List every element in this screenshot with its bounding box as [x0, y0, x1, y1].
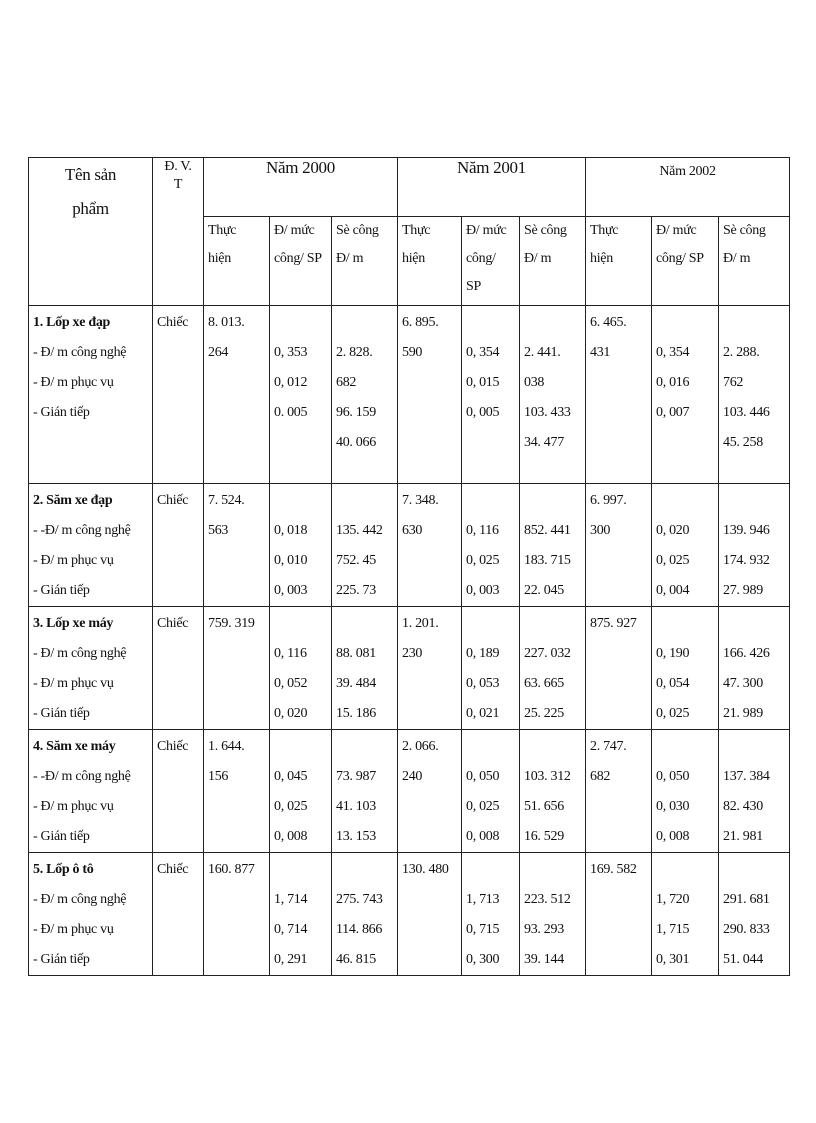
- unit-label: Chiếc: [157, 315, 189, 330]
- value-line: 0, 189: [466, 646, 500, 661]
- labor-y2001-cell: [520, 853, 586, 976]
- value-line: 6. 895.: [402, 315, 439, 330]
- value-line: [656, 308, 714, 338]
- value-line: 6. 465.: [590, 315, 627, 330]
- product-title: 1. Lốp xe đạp: [33, 315, 111, 330]
- value-line: [466, 486, 515, 516]
- norm-y2001-cell: [462, 484, 520, 607]
- value-line: 7. 524.: [208, 493, 245, 508]
- value-line: 39. 484: [336, 676, 376, 691]
- value-line: 25. 225: [524, 706, 564, 721]
- labor-y2000-cell: [332, 484, 398, 607]
- value-line: 15. 186: [336, 706, 376, 721]
- labor-y2002-cell: [719, 607, 790, 730]
- value-line: 139. 946: [723, 523, 770, 538]
- product-subitem: - Gián tiếp: [33, 583, 90, 598]
- value-line: 1. 201.: [402, 616, 439, 631]
- header-year-2001: Năm 2001: [398, 158, 586, 217]
- norm-y2001-cell: [462, 730, 520, 853]
- value-line: 1, 715: [656, 922, 690, 937]
- table-row: [29, 306, 790, 484]
- value-line: 8. 013.: [208, 315, 245, 330]
- unit-label: Chiếc: [157, 739, 189, 754]
- value-line: 759. 319: [208, 616, 255, 631]
- unit-cell: [153, 306, 204, 484]
- value-line: 1, 713: [466, 892, 500, 907]
- value-line: 0, 045: [274, 769, 308, 784]
- value-line: 16. 529: [524, 829, 564, 844]
- value-line: 0, 050: [656, 769, 690, 784]
- header-product-name: Tên sản phẩm: [29, 158, 153, 306]
- table-row: [29, 853, 790, 976]
- value-line: 264: [208, 345, 229, 360]
- value-line: 0, 012: [274, 375, 308, 390]
- header-labor-2002: Sè công Đ/ m: [719, 217, 790, 306]
- header-actual-2002: Thực hiện: [586, 217, 652, 306]
- norm-y2001-cell: [462, 853, 520, 976]
- value-line: 431: [590, 345, 611, 360]
- labor-y2001-cell: [520, 306, 586, 484]
- value-line: 223. 512: [524, 892, 571, 907]
- value-line: 0, 016: [656, 375, 690, 390]
- value-line: 0, 025: [466, 553, 500, 568]
- product-title: 4. Săm xe máy: [33, 739, 116, 754]
- value-line: 0. 005: [274, 405, 308, 420]
- product-subitem: - Gián tiếp: [33, 706, 90, 721]
- value-line: [524, 486, 581, 516]
- value-line: 0, 354: [466, 345, 500, 360]
- value-line: 0, 301: [656, 952, 690, 967]
- actual-y2001-cell: [398, 853, 462, 976]
- product-name-cell: [29, 730, 153, 853]
- value-line: 22. 045: [524, 583, 564, 598]
- table-row: [29, 607, 790, 730]
- value-line: 0, 021: [466, 706, 500, 721]
- header-labor-2001: Sè công Đ/ m: [520, 217, 586, 306]
- header-row-years: [29, 158, 790, 217]
- value-line: 1. 644.: [208, 739, 245, 754]
- value-line: 47. 300: [723, 676, 763, 691]
- unit-cell: [153, 484, 204, 607]
- value-line: 130. 480: [402, 862, 449, 877]
- labor-y2000-cell: [332, 730, 398, 853]
- product-subitem: - Đ/ m phục vụ: [33, 799, 114, 814]
- header-norm-2002: Đ/ mức công/ SP: [652, 217, 719, 306]
- value-line: 0, 300: [466, 952, 500, 967]
- table-body: [29, 306, 790, 976]
- value-line: 0, 020: [656, 523, 690, 538]
- value-line: [466, 609, 515, 639]
- value-line: 291. 681: [723, 892, 770, 907]
- value-line: 682: [590, 769, 611, 784]
- product-subitem: - Đ/ m công nghệ: [33, 345, 127, 360]
- product-subitem: - Đ/ m phục vụ: [33, 676, 114, 691]
- unit-cell: [153, 853, 204, 976]
- unit-cell: [153, 730, 204, 853]
- value-line: 2. 288.: [723, 345, 760, 360]
- value-line: [524, 609, 581, 639]
- value-line: [723, 732, 785, 762]
- unit-label: Chiếc: [157, 862, 189, 877]
- value-line: 93. 293: [524, 922, 564, 937]
- value-line: 34. 477: [524, 435, 564, 450]
- value-line: 225. 73: [336, 583, 376, 598]
- value-line: 0, 030: [656, 799, 690, 814]
- value-line: 0, 018: [274, 523, 308, 538]
- labor-y2000-cell: [332, 607, 398, 730]
- value-line: 169. 582: [590, 862, 637, 877]
- actual-y2000-cell: [204, 607, 270, 730]
- labor-norm-table: [28, 157, 790, 976]
- header-actual-2001: Thực hiện: [398, 217, 462, 306]
- value-line: [723, 609, 785, 639]
- value-line: [466, 855, 515, 885]
- value-line: [656, 855, 714, 885]
- value-line: 1, 720: [656, 892, 690, 907]
- labor-y2002-cell: [719, 484, 790, 607]
- value-line: 63. 665: [524, 676, 564, 691]
- norm-y2001-cell: [462, 306, 520, 484]
- product-subitem: - -Đ/ m công nghệ: [33, 523, 131, 538]
- norm-y2002-cell: [652, 853, 719, 976]
- value-line: 166. 426: [723, 646, 770, 661]
- norm-y2002-cell: [652, 306, 719, 484]
- labor-y2001-cell: [520, 607, 586, 730]
- actual-y2001-cell: [398, 730, 462, 853]
- value-line: 0, 116: [274, 646, 307, 661]
- table-row: [29, 730, 790, 853]
- value-line: [274, 855, 327, 885]
- norm-y2000-cell: [270, 730, 332, 853]
- value-line: 762: [723, 375, 744, 390]
- value-line: 752. 45: [336, 553, 376, 568]
- value-line: 0, 714: [274, 922, 308, 937]
- value-line: 0, 008: [274, 829, 308, 844]
- norm-y2000-cell: [270, 853, 332, 976]
- value-line: 174. 932: [723, 553, 770, 568]
- norm-y2000-cell: [270, 607, 332, 730]
- value-line: 0, 007: [656, 405, 690, 420]
- value-line: 275. 743: [336, 892, 383, 907]
- value-line: 183. 715: [524, 553, 571, 568]
- value-line: 0, 008: [656, 829, 690, 844]
- value-line: 39. 144: [524, 952, 564, 967]
- value-line: 563: [208, 523, 229, 538]
- labor-y2000-cell: [332, 306, 398, 484]
- actual-y2001-cell: [398, 607, 462, 730]
- norm-y2001-cell: [462, 607, 520, 730]
- value-line: 114. 866: [336, 922, 383, 937]
- value-line: 875. 927: [590, 616, 637, 631]
- value-line: 21. 989: [723, 706, 763, 721]
- value-line: 0, 116: [466, 523, 499, 538]
- header-norm-2000: Đ/ mức công/ SP: [270, 217, 332, 306]
- product-name-cell: [29, 306, 153, 484]
- value-line: 156: [208, 769, 229, 784]
- actual-y2000-cell: [204, 853, 270, 976]
- value-line: 2. 747.: [590, 739, 627, 754]
- labor-y2002-cell: [719, 306, 790, 484]
- product-title: 2. Săm xe đạp: [33, 493, 113, 508]
- value-line: 103. 446: [723, 405, 770, 420]
- value-line: [466, 308, 515, 338]
- value-line: 682: [336, 375, 357, 390]
- product-subitem: - Gián tiếp: [33, 405, 90, 420]
- header-actual-2000: Thực hiện: [204, 217, 270, 306]
- unit-cell: [153, 607, 204, 730]
- value-line: 0, 054: [656, 676, 690, 691]
- value-line: 0, 353: [274, 345, 308, 360]
- value-line: [524, 732, 581, 762]
- value-line: 13. 153: [336, 829, 376, 844]
- labor-y2002-cell: [719, 853, 790, 976]
- value-line: 038: [524, 375, 545, 390]
- labor-y2000-cell: [332, 853, 398, 976]
- value-line: [336, 855, 393, 885]
- value-line: 0, 053: [466, 676, 500, 691]
- value-line: 227. 032: [524, 646, 571, 661]
- value-line: 6. 997.: [590, 493, 627, 508]
- value-line: [656, 486, 714, 516]
- product-name-cell: [29, 607, 153, 730]
- value-line: [723, 855, 785, 885]
- value-line: 0, 020: [274, 706, 308, 721]
- product-name-cell: [29, 853, 153, 976]
- value-line: [656, 732, 714, 762]
- value-line: [723, 308, 785, 338]
- value-line: 0, 005: [466, 405, 500, 420]
- header-unit: Đ. V. T: [153, 158, 204, 306]
- product-subitem: - Gián tiếp: [33, 952, 90, 967]
- product-subitem: - Đ/ m công nghệ: [33, 646, 127, 661]
- value-line: 0, 025: [274, 799, 308, 814]
- value-line: 590: [402, 345, 423, 360]
- norm-y2002-cell: [652, 730, 719, 853]
- value-line: 2. 066.: [402, 739, 439, 754]
- product-name-cell: [29, 484, 153, 607]
- value-line: 0, 025: [466, 799, 500, 814]
- product-subitem: - -Đ/ m công nghệ: [33, 769, 131, 784]
- value-line: 0, 015: [466, 375, 500, 390]
- value-line: 0, 025: [656, 553, 690, 568]
- value-line: [336, 609, 393, 639]
- product-subitem: - Đ/ m phục vụ: [33, 375, 114, 390]
- value-line: 0, 010: [274, 553, 308, 568]
- value-line: [336, 308, 393, 338]
- value-line: [336, 732, 393, 762]
- value-line: [723, 486, 785, 516]
- labor-y2001-cell: [520, 484, 586, 607]
- product-title: 5. Lốp ô tô: [33, 862, 94, 877]
- labor-y2002-cell: [719, 730, 790, 853]
- value-line: [274, 486, 327, 516]
- value-line: [524, 308, 581, 338]
- norm-y2000-cell: [270, 484, 332, 607]
- value-line: 240: [402, 769, 423, 784]
- value-line: 51. 044: [723, 952, 763, 967]
- value-line: 1, 714: [274, 892, 308, 907]
- value-line: [274, 308, 327, 338]
- value-line: 40. 066: [336, 435, 376, 450]
- value-line: 0, 025: [656, 706, 690, 721]
- unit-label: Chiếc: [157, 616, 189, 631]
- value-line: 0, 050: [466, 769, 500, 784]
- value-line: 0, 003: [466, 583, 500, 598]
- value-line: 103. 312: [524, 769, 571, 784]
- value-line: 41. 103: [336, 799, 376, 814]
- value-line: 27. 989: [723, 583, 763, 598]
- value-line: [524, 855, 581, 885]
- product-subitem: - Đ/ m phục vụ: [33, 553, 114, 568]
- norm-y2000-cell: [270, 306, 332, 484]
- value-line: 82. 430: [723, 799, 763, 814]
- value-line: [274, 609, 327, 639]
- labor-y2001-cell: [520, 730, 586, 853]
- value-line: 300: [590, 523, 611, 538]
- value-line: 0, 291: [274, 952, 308, 967]
- value-line: 852. 441: [524, 523, 571, 538]
- value-line: 0, 008: [466, 829, 500, 844]
- value-line: 0, 004: [656, 583, 690, 598]
- value-line: 630: [402, 523, 423, 538]
- actual-y2002-cell: [586, 730, 652, 853]
- actual-y2000-cell: [204, 730, 270, 853]
- value-line: 137. 384: [723, 769, 770, 784]
- value-line: 103. 433: [524, 405, 571, 420]
- product-subitem: - Đ/ m công nghệ: [33, 892, 127, 907]
- header-year-2000: Năm 2000: [204, 158, 398, 217]
- actual-y2001-cell: [398, 306, 462, 484]
- header-labor-2000: Sè công Đ/ m: [332, 217, 398, 306]
- actual-y2000-cell: [204, 484, 270, 607]
- value-line: [466, 732, 515, 762]
- actual-y2000-cell: [204, 306, 270, 484]
- unit-label: Chiếc: [157, 493, 189, 508]
- value-line: 0, 190: [656, 646, 690, 661]
- norm-y2002-cell: [652, 607, 719, 730]
- value-line: 96. 159: [336, 405, 376, 420]
- value-line: 2. 441.: [524, 345, 561, 360]
- value-line: 160. 877: [208, 862, 255, 877]
- value-line: 7. 348.: [402, 493, 439, 508]
- actual-y2002-cell: [586, 484, 652, 607]
- value-line: 135. 442: [336, 523, 383, 538]
- actual-y2002-cell: [586, 607, 652, 730]
- value-line: 2. 828.: [336, 345, 373, 360]
- value-line: [336, 486, 393, 516]
- value-line: 73. 987: [336, 769, 376, 784]
- value-line: 21. 981: [723, 829, 763, 844]
- value-line: 290. 833: [723, 922, 770, 937]
- value-line: 88. 081: [336, 646, 376, 661]
- header-year-2002: Năm 2002: [586, 158, 790, 217]
- product-subitem: - Gián tiếp: [33, 829, 90, 844]
- value-line: 0, 354: [656, 345, 690, 360]
- table-row: [29, 484, 790, 607]
- product-subitem: - Đ/ m phục vụ: [33, 922, 114, 937]
- value-line: 0, 052: [274, 676, 308, 691]
- value-line: 0, 715: [466, 922, 500, 937]
- actual-y2002-cell: [586, 853, 652, 976]
- value-line: 0, 003: [274, 583, 308, 598]
- norm-y2002-cell: [652, 484, 719, 607]
- value-line: [274, 732, 327, 762]
- actual-y2001-cell: [398, 484, 462, 607]
- value-line: [656, 609, 714, 639]
- actual-y2002-cell: [586, 306, 652, 484]
- header-norm-2001: Đ/ mức công/ SP: [462, 217, 520, 306]
- value-line: 230: [402, 646, 423, 661]
- product-title: 3. Lốp xe máy: [33, 616, 114, 631]
- value-line: 51. 656: [524, 799, 564, 814]
- value-line: 46. 815: [336, 952, 376, 967]
- value-line: 45. 258: [723, 435, 763, 450]
